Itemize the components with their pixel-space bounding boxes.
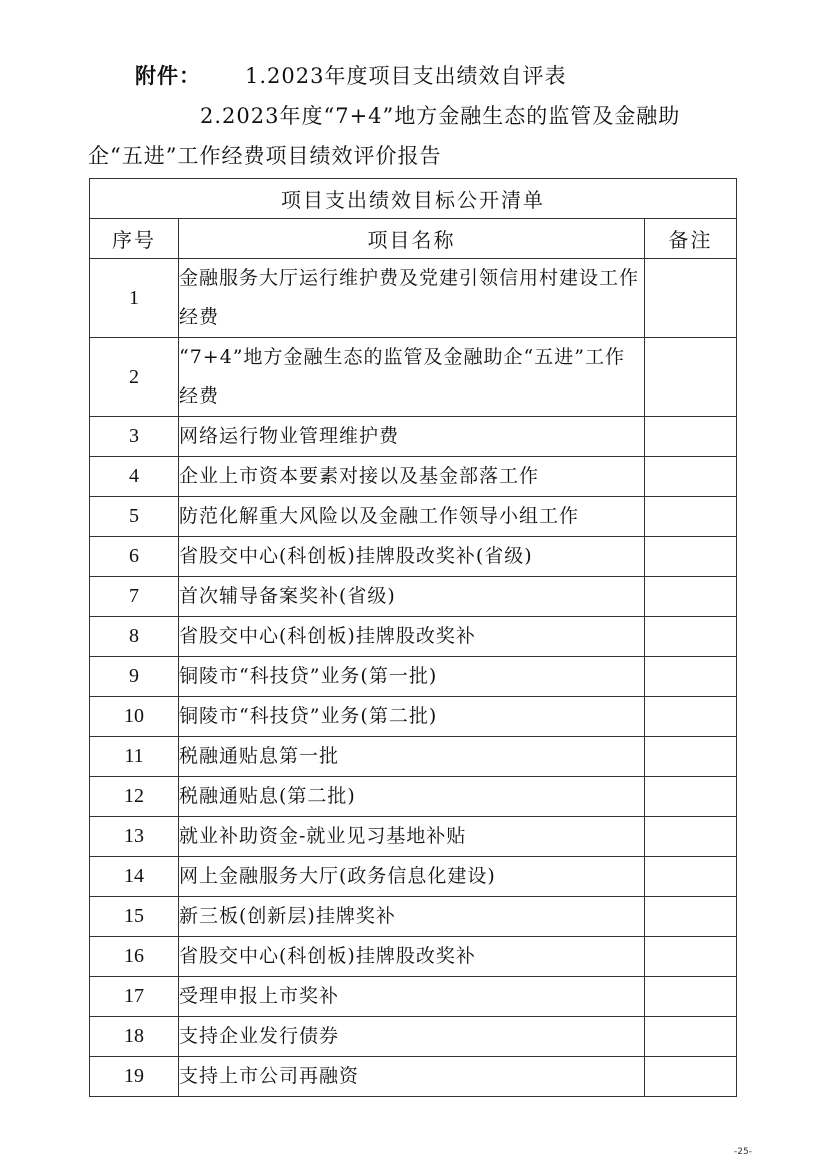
row-note <box>645 697 737 737</box>
table-row <box>90 497 737 537</box>
table-row <box>90 857 737 897</box>
row-note <box>645 417 737 457</box>
attachment-item-2-line-2: 企“五进”工作经费项目绩效评价报告 <box>88 144 442 168</box>
row-no: 4 <box>90 457 179 497</box>
row-no: 14 <box>90 857 179 897</box>
row-no: 3 <box>90 417 179 457</box>
row-name: “7+4”地方金融生态的监管及金融助企“五进”工作经费 <box>179 338 645 417</box>
table-row <box>90 457 737 497</box>
row-no: 10 <box>90 697 179 737</box>
row-no: 11 <box>90 737 179 777</box>
table-row <box>90 817 737 857</box>
table-row <box>90 657 737 697</box>
header-note: 备注 <box>645 219 737 259</box>
header-name: 项目名称 <box>179 219 645 259</box>
row-name: 税融通贴息(第二批) <box>179 777 645 817</box>
row-name: 新三板(创新层)挂牌奖补 <box>179 897 645 937</box>
table-row <box>90 897 737 937</box>
row-note <box>645 977 737 1017</box>
row-note <box>645 857 737 897</box>
attachment-item-2-line-1: 2.2023年度“7+4”地方金融生态的监管及金融助 <box>200 104 681 128</box>
row-note <box>645 777 737 817</box>
row-note <box>645 617 737 657</box>
table-row <box>90 577 737 617</box>
row-name: 防范化解重大风险以及金融工作领导小组工作 <box>179 497 645 537</box>
table-row <box>90 617 737 657</box>
row-name: 省股交中心(科创板)挂牌股改奖补 <box>179 937 645 977</box>
row-no: 16 <box>90 937 179 977</box>
table-row <box>90 937 737 977</box>
page-number: -25- <box>734 1147 752 1157</box>
row-note <box>645 537 737 577</box>
table-row <box>90 417 737 457</box>
row-note <box>645 259 737 338</box>
row-name: 铜陵市“科技贷”业务(第一批) <box>179 657 645 697</box>
row-name: 网络运行物业管理维护费 <box>179 417 645 457</box>
row-name: 支持企业发行债券 <box>179 1017 645 1057</box>
row-note <box>645 897 737 937</box>
row-name: 就业补助资金-就业见习基地补贴 <box>179 817 645 857</box>
row-no: 6 <box>90 537 179 577</box>
row-no: 13 <box>90 817 179 857</box>
table-row <box>90 737 737 777</box>
row-note <box>645 577 737 617</box>
table-row <box>90 697 737 737</box>
performance-target-table <box>89 178 737 1097</box>
row-name: 税融通贴息第一批 <box>179 737 645 777</box>
row-no: 9 <box>90 657 179 697</box>
attachment-line-1 <box>135 60 566 90</box>
table-row <box>90 777 737 817</box>
row-no: 7 <box>90 577 179 617</box>
row-no: 5 <box>90 497 179 537</box>
attachment-label: 附件： <box>135 64 201 88</box>
table-row <box>90 537 737 577</box>
row-note <box>645 657 737 697</box>
header-no: 序号 <box>90 219 179 259</box>
table-row <box>90 1017 737 1057</box>
table-row <box>90 259 737 338</box>
row-note <box>645 457 737 497</box>
row-name: 支持上市公司再融资 <box>179 1057 645 1097</box>
row-no: 15 <box>90 897 179 937</box>
row-name: 受理申报上市奖补 <box>179 977 645 1017</box>
row-note <box>645 737 737 777</box>
table-row <box>90 1057 737 1097</box>
table-title-row <box>90 179 737 219</box>
table-header-row <box>90 219 737 259</box>
row-name: 金融服务大厅运行维护费及党建引领信用村建设工作经费 <box>179 259 645 338</box>
row-note <box>645 937 737 977</box>
row-name: 铜陵市“科技贷”业务(第二批) <box>179 697 645 737</box>
row-no: 17 <box>90 977 179 1017</box>
table-row <box>90 338 737 417</box>
row-name: 首次辅导备案奖补(省级) <box>179 577 645 617</box>
row-no: 1 <box>90 259 179 338</box>
row-no: 18 <box>90 1017 179 1057</box>
attachment-item-1: 1.2023年度项目支出绩效自评表 <box>245 64 567 88</box>
row-note <box>645 338 737 417</box>
row-no: 12 <box>90 777 179 817</box>
table-title: 项目支出绩效目标公开清单 <box>90 179 737 219</box>
table-row <box>90 977 737 1017</box>
row-note <box>645 1057 737 1097</box>
row-no: 2 <box>90 338 179 417</box>
row-name: 省股交中心(科创板)挂牌股改奖补 <box>179 617 645 657</box>
row-name: 网上金融服务大厅(政务信息化建设) <box>179 857 645 897</box>
row-note <box>645 497 737 537</box>
row-note <box>645 817 737 857</box>
row-name: 省股交中心(科创板)挂牌股改奖补(省级) <box>179 537 645 577</box>
row-note <box>645 1017 737 1057</box>
row-name: 企业上市资本要素对接以及基金部落工作 <box>179 457 645 497</box>
row-no: 19 <box>90 1057 179 1097</box>
row-no: 8 <box>90 617 179 657</box>
